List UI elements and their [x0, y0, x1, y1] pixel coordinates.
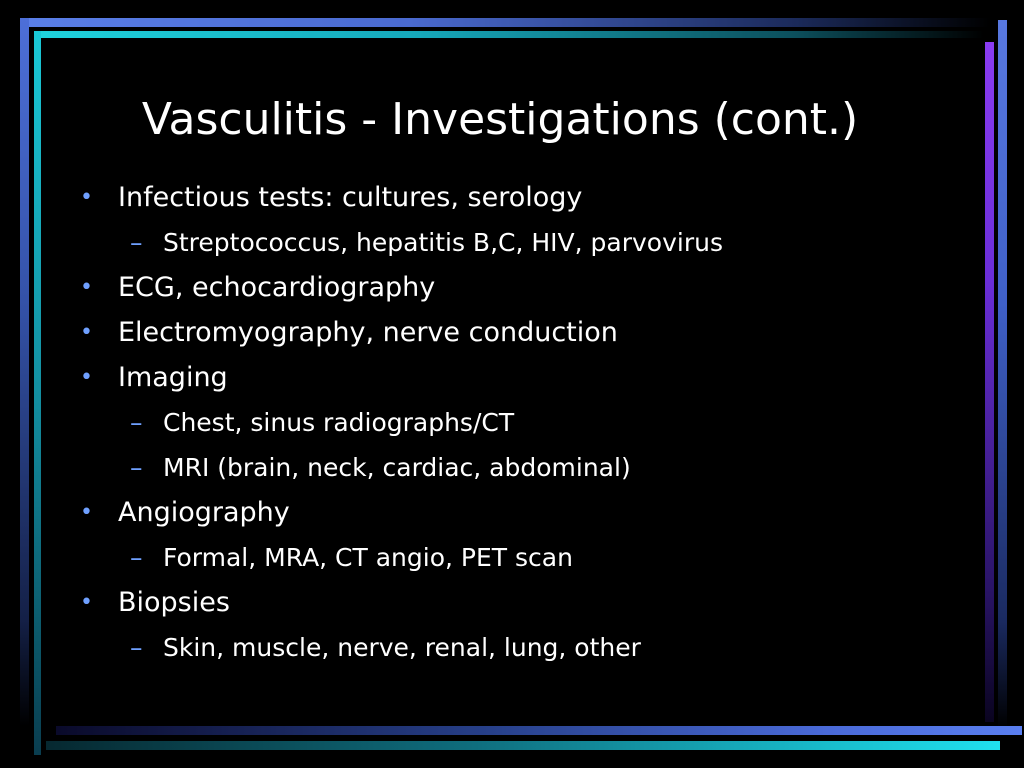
sub-bullet-item — [80, 220, 960, 265]
bullet-marker: • — [80, 185, 93, 210]
bullet-item — [80, 490, 960, 535]
bullet-item — [80, 175, 960, 220]
bullet-list — [80, 175, 960, 670]
dash-marker: – — [130, 543, 143, 572]
dash-marker: – — [130, 408, 143, 437]
sub-bullet-text: Chest, sinus radiographs/CT — [163, 408, 515, 437]
frame-top-outer-bar — [20, 18, 990, 27]
sub-bullet-text: MRI (brain, neck, cardiac, abdominal) — [163, 453, 631, 482]
bullet-text: Biopsies — [118, 587, 230, 618]
sub-bullet-item — [80, 625, 960, 670]
bullet-text: Imaging — [118, 362, 228, 393]
bullet-item — [80, 580, 960, 625]
dash-marker: – — [130, 633, 143, 662]
bullet-marker: • — [80, 320, 93, 345]
bullet-marker: • — [80, 590, 93, 615]
bullet-marker: • — [80, 500, 93, 525]
frame-bottom-inner-bar — [46, 741, 1000, 750]
dash-marker: – — [130, 228, 143, 257]
bullet-text: Infectious tests: cultures, serology — [118, 182, 583, 213]
bullet-marker: • — [80, 275, 93, 300]
bullet-text: ECG, echocardiography — [118, 272, 436, 303]
frame-bottom-outer-bar — [56, 726, 1022, 735]
bullet-item — [80, 265, 960, 310]
frame-top-inner-bar — [34, 31, 984, 38]
sub-bullet-item — [80, 445, 960, 490]
bullet-item — [80, 355, 960, 400]
slide-title: Vasculitis - Investigations (cont.) — [141, 94, 859, 145]
bullet-text: Electromyography, nerve conduction — [118, 317, 618, 348]
sub-bullet-item — [80, 535, 960, 580]
bullet-text: Angiography — [118, 497, 290, 528]
bullet-item — [80, 310, 960, 355]
sub-bullet-text: Formal, MRA, CT angio, PET scan — [163, 543, 573, 572]
sub-bullet-text: Streptococcus, hepatitis B,C, HIV, parvovirus — [163, 228, 723, 257]
dash-marker: – — [130, 453, 143, 482]
bullet-marker: • — [80, 365, 93, 390]
sub-bullet-item — [80, 400, 960, 445]
sub-bullet-text: Skin, muscle, nerve, renal, lung, other — [163, 633, 641, 662]
